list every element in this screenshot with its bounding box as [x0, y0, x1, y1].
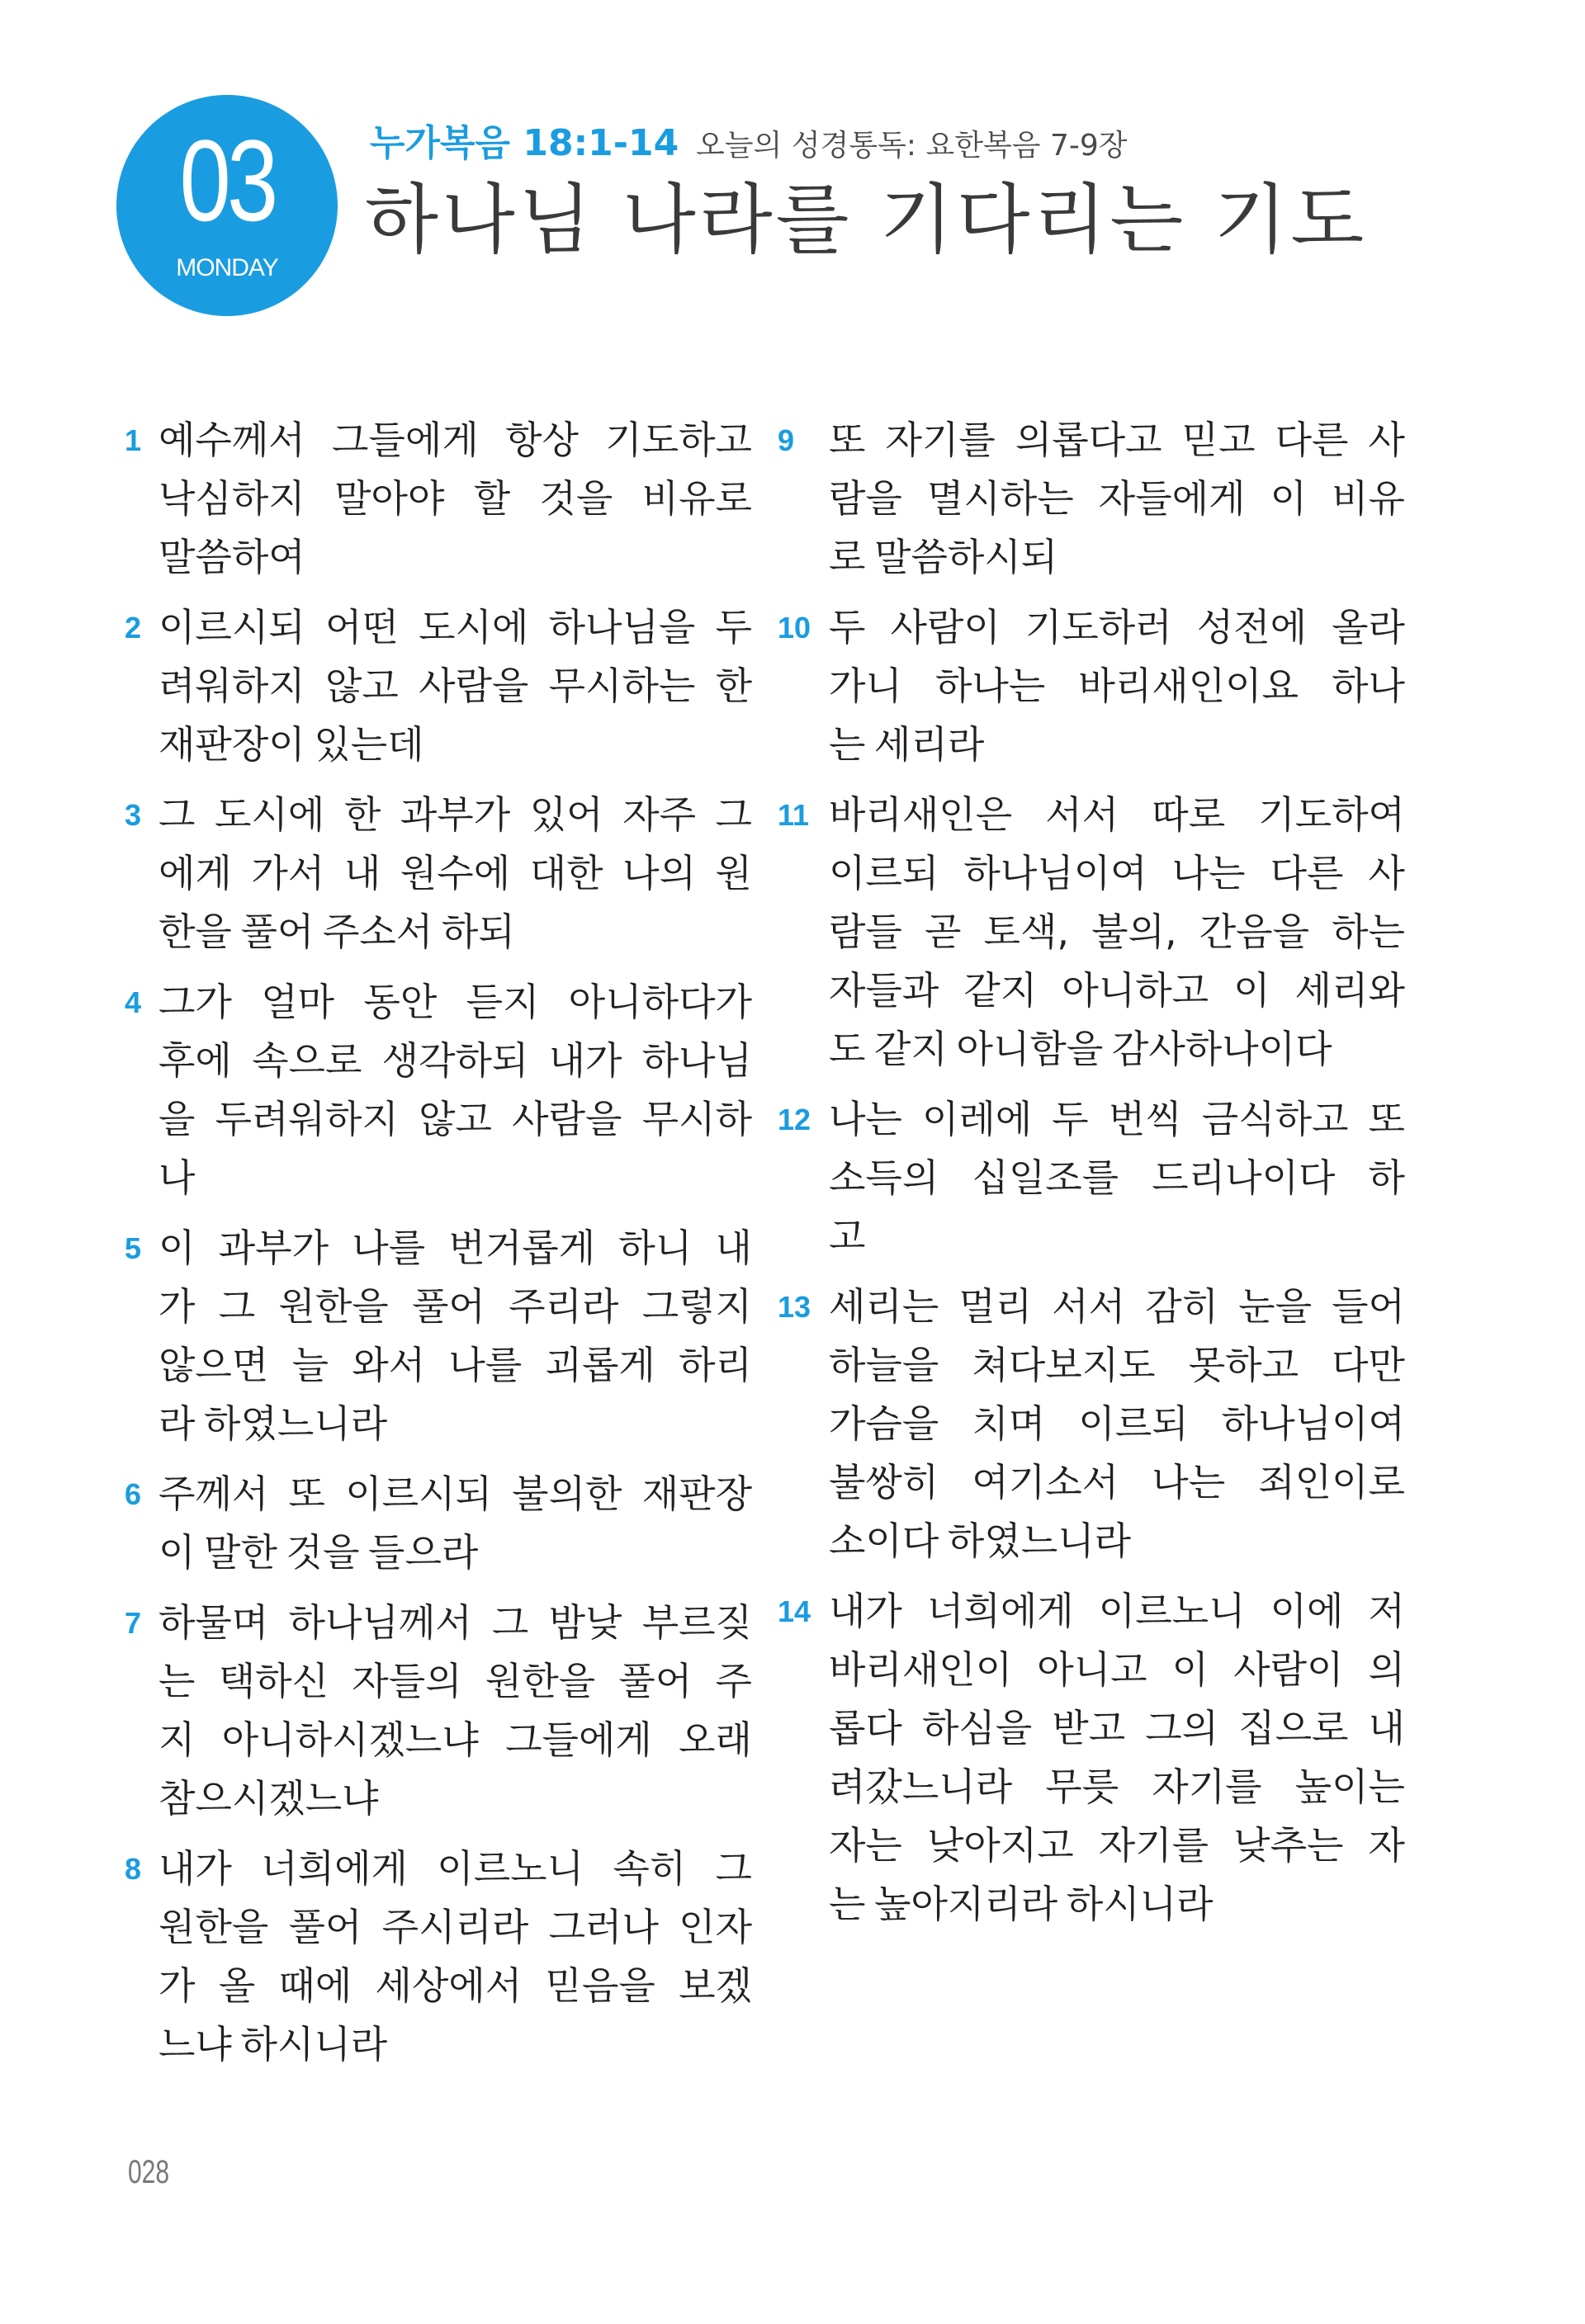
verse-line: 주께서 또 이르시되 불의한 재판장 [158, 1471, 752, 1516]
verse-14 [778, 1582, 1405, 1934]
verse-number: 9 [778, 423, 795, 457]
verse-line: 는 세리라 [829, 722, 985, 767]
verse-3 [125, 786, 752, 961]
verse-number: 5 [125, 1231, 142, 1265]
verse-8 [125, 1840, 752, 2074]
verse-number: 3 [125, 798, 142, 832]
verse-number: 13 [778, 1290, 811, 1324]
verse-column-right [778, 411, 1405, 1945]
verse-number: 2 [125, 611, 142, 645]
verse-line: 에게 가서 내 원수에 대한 나의 원 [158, 851, 752, 895]
verse-line: 가슴을 치며 이르되 하나님이여 [829, 1401, 1405, 1446]
verse-number: 11 [778, 798, 810, 832]
verse-line: 참으시겠느냐 [158, 1776, 379, 1821]
verse-line: 소득의 십일조를 드리나이다 하 [829, 1155, 1405, 1200]
verse-line: 는 높아지리라 하시니라 [829, 1882, 1214, 1926]
verse-number: 6 [125, 1477, 142, 1511]
page-title: 하나님 나라를 기다리는 기도 [365, 176, 1368, 264]
verse-11 [778, 786, 1405, 1079]
verse-line: 후에 속으로 생각하되 내가 하나님 [158, 1038, 752, 1083]
verse-line: 람을 멸시하는 자들에게 이 비유 [829, 476, 1405, 521]
verse-line: 람들 곧 토색, 불의, 간음을 하는 [829, 909, 1405, 954]
verse-line: 그가 얼마 동안 듣지 아니하다가 [158, 980, 752, 1024]
verse-line: 가니 하나는 바리새인이요 하나 [829, 664, 1405, 708]
verse-line: 로 말씀하시되 [829, 535, 1058, 579]
verse-line: 자들과 같지 아니하고 이 세리와 [829, 968, 1405, 1013]
day-name: MONDAY [176, 254, 278, 281]
verse-line: 바리새인이 아니고 이 사람이 의 [829, 1647, 1405, 1692]
verse-line: 두 사람이 기도하러 성전에 올라 [829, 605, 1405, 649]
verse-number: 10 [778, 611, 811, 645]
verse-line: 라 하였느니라 [158, 1401, 388, 1446]
verse-line: 롭다 하심을 받고 그의 집으로 내 [829, 1706, 1405, 1750]
verse-line: 말씀하여 [158, 535, 305, 579]
verse-10 [778, 598, 1405, 774]
verse-line: 낙심하지 말아야 할 것을 비유로 [158, 476, 752, 521]
verse-4 [125, 973, 752, 1207]
verse-2 [125, 598, 752, 774]
verse-number: 8 [125, 1852, 142, 1886]
verse-number: 12 [778, 1103, 811, 1136]
verse-number: 1 [125, 423, 142, 457]
verse-number: 14 [778, 1594, 811, 1628]
reference-line [370, 122, 1128, 165]
verse-line: 내가 너희에게 이르노니 이에 저 [829, 1589, 1405, 1633]
verse-line: 바리새인은 서서 따로 기도하여 [829, 792, 1405, 837]
verse-line: 내가 너희에게 이르노니 속히 그 [158, 1846, 752, 1891]
verse-1 [125, 411, 752, 587]
day-badge [116, 95, 338, 316]
verse-13 [778, 1278, 1405, 1571]
verse-line: 이 말한 것을 들으라 [158, 1530, 479, 1575]
verse-6 [125, 1465, 752, 1582]
verse-line: 하물며 하나님께서 그 밤낮 부르짖 [158, 1600, 752, 1645]
verse-line: 이 과부가 나를 번거롭게 하니 내 [158, 1226, 752, 1270]
verse-line: 가 올 때에 세상에서 믿음을 보겠 [158, 1963, 752, 2008]
verse-line: 이르시되 어떤 도시에 하나님을 두 [158, 605, 752, 649]
verse-5 [125, 1219, 752, 1453]
verse-line: 않으면 늘 와서 나를 괴롭게 하리 [158, 1343, 752, 1387]
verse-line: 느냐 하시니라 [158, 2022, 388, 2067]
verse-line: 그 도시에 한 과부가 있어 자주 그 [158, 792, 752, 837]
verse-column-left [125, 411, 752, 2085]
verse-line: 이르되 하나님이여 나는 다른 사 [829, 851, 1405, 895]
verse-line: 소이다 하였느니라 [829, 1519, 1132, 1563]
daily-reading: 오늘의 성경통독: 요한복음 7-9장 [696, 129, 1128, 163]
verse-line: 예수께서 그들에게 항상 기도하고 [158, 418, 752, 462]
verse-line: 또 자기를 의롭다고 믿고 다른 사 [829, 418, 1405, 462]
verse-line: 려갔느니라 무릇 자기를 높이는 [829, 1764, 1405, 1809]
verse-line: 가 그 원한을 풀어 주리라 그렇지 [158, 1284, 752, 1329]
verse-line: 원한을 풀어 주시리라 그러나 인자 [158, 1905, 752, 1949]
verse-line: 세리는 멀리 서서 감히 눈을 들어 [829, 1284, 1405, 1329]
verse-9 [778, 411, 1405, 587]
verse-line: 을 두려워하지 않고 사람을 무시하 [158, 1097, 752, 1141]
verse-number: 4 [125, 985, 142, 1019]
verse-line: 는 택하신 자들의 원한을 풀어 주 [158, 1659, 752, 1703]
verse-line: 하늘을 쳐다보지도 못하고 다만 [829, 1343, 1405, 1387]
verse-line: 고 [829, 1214, 866, 1259]
verse-12 [778, 1090, 1405, 1266]
verse-number: 7 [125, 1606, 142, 1640]
verse-line: 려워하지 않고 사람을 무시하는 한 [158, 664, 752, 708]
day-number: 03 [179, 116, 275, 245]
passage-reference: 누가복음 18:1-14 [370, 122, 679, 164]
verse-line: 불쌍히 여기소서 나는 죄인이로 [829, 1460, 1405, 1504]
verse-line: 나는 이레에 두 번씩 금식하고 또 [829, 1097, 1405, 1141]
verse-line: 지 아니하시겠느냐 그들에게 오래 [158, 1717, 752, 1762]
verse-line: 자는 낮아지고 자기를 낮추는 자 [829, 1823, 1405, 1868]
verse-line: 나 [158, 1155, 196, 1200]
verse-7 [125, 1594, 752, 1828]
verse-line: 재판장이 있는데 [158, 722, 424, 767]
verse-line: 도 같지 아니함을 감사하나이다 [829, 1027, 1332, 1071]
page-number: 028 [128, 2154, 170, 2190]
verse-line: 한을 풀어 주소서 하되 [158, 909, 515, 954]
